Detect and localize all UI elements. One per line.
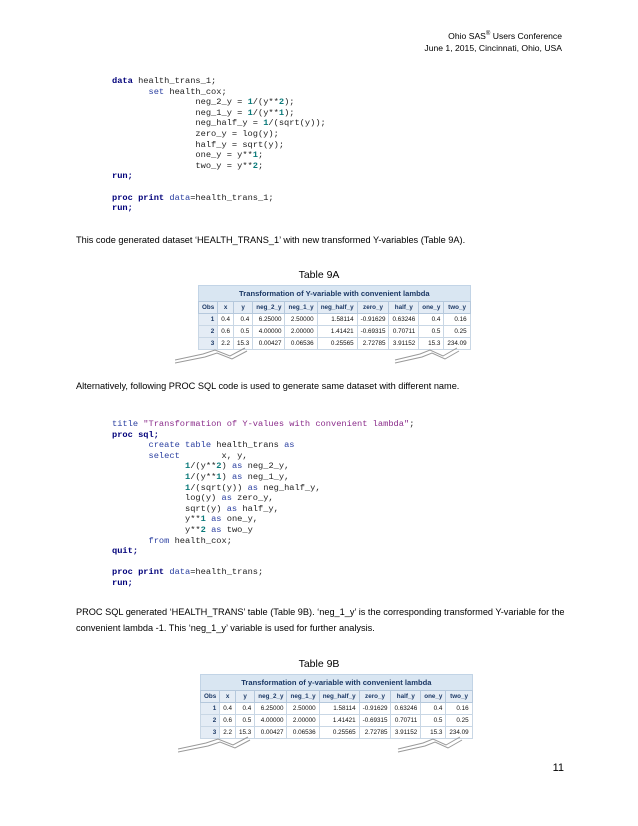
table-9a-cell: 1.41421 bbox=[317, 326, 357, 338]
table-9b-cell: 1.41421 bbox=[319, 715, 359, 727]
code-block-proc-sql: title "Transformation of Y-values with convenient lambda"; proc sql; create table health_trans as select x, y, 1/(y**2) as neg_2_y, 1/(y**1) as neg_1_y, 1/(sqrt(y)) as neg_half_y, log(y) as zero_y, sqrt(y) as half_y, y**1 as one_y, y**2 as two_y from health_cox; quit; proc print data=health_trans; run; bbox=[112, 419, 415, 588]
paragraph-1: This code generated dataset ‘HEALTH_TRANS_1’ with new transformed Y-variables (Table 9A). bbox=[76, 235, 466, 245]
table-9a-cell: 0.70711 bbox=[389, 326, 419, 338]
table-9b-cell: 0.25565 bbox=[319, 727, 359, 739]
table-9b-cell: -0.69315 bbox=[359, 715, 391, 727]
table-9b-cell: 0.4 bbox=[421, 703, 446, 715]
table-9b-grid bbox=[200, 690, 473, 739]
table-9a-cell: -0.91629 bbox=[357, 314, 389, 326]
table-9b-cell: 0.4 bbox=[220, 703, 236, 715]
table-9a-cell: 15.3 bbox=[234, 338, 253, 350]
table-9a-cell: 2.00000 bbox=[285, 326, 317, 338]
table-9b-col-header: neg_2_y bbox=[255, 691, 287, 703]
table-9a-cell: 234.09 bbox=[444, 338, 470, 350]
table-9b-cell: 3 bbox=[201, 727, 220, 739]
table-9b-cell: 1 bbox=[201, 703, 220, 715]
table-9a-col-header: half_y bbox=[389, 302, 419, 314]
table-9b-col-header: x bbox=[220, 691, 236, 703]
table-9a-col-header: one_y bbox=[419, 302, 444, 314]
table-9a-cell: 0.63246 bbox=[389, 314, 419, 326]
table-9b-cell: 0.00427 bbox=[255, 727, 287, 739]
table-9b-cell: 0.70711 bbox=[391, 715, 421, 727]
table-9b-cell: 0.6 bbox=[220, 715, 236, 727]
table-9a-cell: 3.91152 bbox=[389, 338, 419, 350]
table-9b bbox=[200, 674, 473, 739]
table-9b-cell: 4.00000 bbox=[255, 715, 287, 727]
table-9a-cell: 0.5 bbox=[419, 326, 444, 338]
table-9b-cell: 0.16 bbox=[446, 703, 472, 715]
table-9a-col-header: zero_y bbox=[357, 302, 389, 314]
table-9a-cell: 0.5 bbox=[234, 326, 253, 338]
table-9b-cell: 0.63246 bbox=[391, 703, 421, 715]
table-9b-break-lines bbox=[178, 735, 463, 753]
table-9b-row bbox=[201, 715, 473, 727]
table-9b-cell: 2.72785 bbox=[359, 727, 391, 739]
table-9b-caption: Table 9B bbox=[298, 658, 340, 670]
table-9b-col-header: one_y bbox=[421, 691, 446, 703]
table-9b-cell: 0.5 bbox=[236, 715, 255, 727]
table-9b-col-header: Obs bbox=[201, 691, 220, 703]
table-9a-header-row bbox=[199, 302, 471, 314]
header-date: June 1, 2015, Cincinnati, Ohio, USA bbox=[424, 43, 562, 54]
table-9a-cell: 1.58114 bbox=[317, 314, 357, 326]
table-9b-cell: 1.58114 bbox=[319, 703, 359, 715]
paragraph-3: PROC SQL generated ‘HEALTH_TRANS’ table (Table 9B). ‘neg_1_y’ is the corresponding transformed Y-variable for the convenient lambda -1. This ‘neg_1_y’ variable is used for further analysis. bbox=[76, 607, 565, 633]
table-9a-cell: 2.50000 bbox=[285, 314, 317, 326]
table-9a-cell: 4.00000 bbox=[253, 326, 285, 338]
table-9a-col-header: neg_1_y bbox=[285, 302, 317, 314]
table-9a-grid bbox=[198, 301, 471, 350]
table-9a-cell: 15.3 bbox=[419, 338, 444, 350]
table-9b-header-row bbox=[201, 691, 473, 703]
table-9b-cell: 15.3 bbox=[236, 727, 255, 739]
table-9a-row bbox=[199, 314, 471, 326]
table-9a-cell: 0.4 bbox=[218, 314, 234, 326]
header-conference: Ohio SAS® Users Conference bbox=[448, 30, 562, 41]
table-9a-col-header: Obs bbox=[199, 302, 218, 314]
table-9a-cell: -0.69315 bbox=[357, 326, 389, 338]
table-9b-title: Transformation of y-variable with convenient lambda bbox=[200, 674, 473, 690]
table-9b-cell: 15.3 bbox=[421, 727, 446, 739]
table-9b-cell: 0.25 bbox=[446, 715, 472, 727]
table-9b-col-header: y bbox=[236, 691, 255, 703]
paragraph-2: Alternatively, following PROC SQL code is used to generate same dataset with different name. bbox=[76, 381, 460, 391]
table-9a-cell: 0.06536 bbox=[285, 338, 317, 350]
code-block-data-step: data health_trans_1; set health_cox; neg_2_y = 1/(y**2); neg_1_y = 1/(y**1); neg_half_y = 1/(sqrt(y)); zero_y = log(y); half_y = sqrt(y); one_y = y**1; two_y = y**2; run; proc print data=health_trans_1; run; bbox=[112, 76, 326, 214]
table-9a-cell: 6.25000 bbox=[253, 314, 285, 326]
table-9a bbox=[198, 285, 471, 350]
table-9b-cell: 0.06536 bbox=[287, 727, 319, 739]
table-9b-col-header: neg_half_y bbox=[319, 691, 359, 703]
table-9a-title: Transformation of Y-variable with convenient lambda bbox=[198, 285, 471, 301]
table-9a-cell: 2 bbox=[199, 326, 218, 338]
table-9b-col-header: neg_1_y bbox=[287, 691, 319, 703]
table-9b-cell: 3.91152 bbox=[391, 727, 421, 739]
page-number: 11 bbox=[552, 762, 564, 774]
table-9a-break-lines bbox=[175, 346, 460, 364]
table-9a-cell: 0.6 bbox=[218, 326, 234, 338]
page-header bbox=[424, 28, 562, 55]
table-9b-cell: 234.09 bbox=[446, 727, 472, 739]
table-9b-cell: 2 bbox=[201, 715, 220, 727]
table-9a-cell: 0.4 bbox=[234, 314, 253, 326]
table-9b-col-header: two_y bbox=[446, 691, 472, 703]
table-9b-col-header: half_y bbox=[391, 691, 421, 703]
table-9a-cell: 0.25565 bbox=[317, 338, 357, 350]
table-9b-col-header: zero_y bbox=[359, 691, 391, 703]
table-9a-col-header: x bbox=[218, 302, 234, 314]
table-9a-cell: 3 bbox=[199, 338, 218, 350]
table-9a-col-header: two_y bbox=[444, 302, 470, 314]
table-9a-caption: Table 9A bbox=[298, 269, 340, 281]
table-9a-cell: 0.25 bbox=[444, 326, 470, 338]
table-9b-cell: 2.2 bbox=[220, 727, 236, 739]
table-9a-cell: 0.00427 bbox=[253, 338, 285, 350]
table-9b-cell: 0.4 bbox=[236, 703, 255, 715]
table-9b-cell: 6.25000 bbox=[255, 703, 287, 715]
table-9a-cell: 0.4 bbox=[419, 314, 444, 326]
table-9a-cell: 0.16 bbox=[444, 314, 470, 326]
table-9b-cell: 2.00000 bbox=[287, 715, 319, 727]
table-9b-cell: -0.91629 bbox=[359, 703, 391, 715]
table-9a-cell: 1 bbox=[199, 314, 218, 326]
table-9a-col-header: y bbox=[234, 302, 253, 314]
table-9b-cell: 2.50000 bbox=[287, 703, 319, 715]
table-9b-cell: 0.5 bbox=[421, 715, 446, 727]
table-9b-row bbox=[201, 703, 473, 715]
table-9a-cell: 2.72785 bbox=[357, 338, 389, 350]
table-9a-col-header: neg_2_y bbox=[253, 302, 285, 314]
table-9a-col-header: neg_half_y bbox=[317, 302, 357, 314]
table-9a-cell: 2.2 bbox=[218, 338, 234, 350]
table-9a-row bbox=[199, 326, 471, 338]
